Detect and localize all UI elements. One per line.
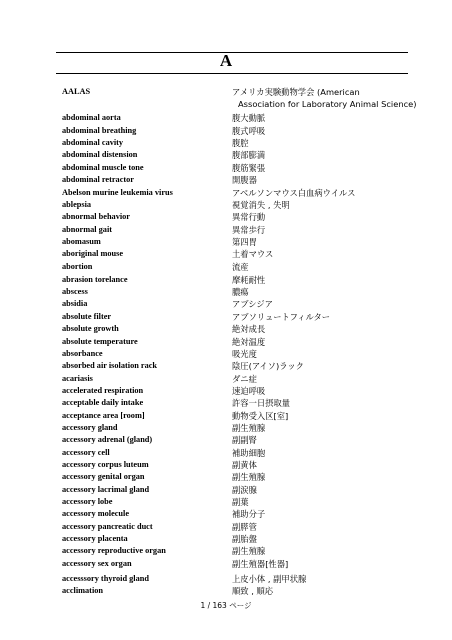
entry-term: acceptable daily intake (62, 398, 144, 407)
entry-term: abscess (62, 287, 88, 296)
entry-translation: 補助分子 (232, 509, 266, 519)
entry-term: abdominal distension (62, 150, 138, 159)
entry-term: accessory sex organ (62, 559, 132, 568)
entry-translation: 副胎盤 (232, 534, 257, 544)
entry-translation: 絶対成長 (232, 324, 266, 334)
entry-translation: 副生殖腺 (232, 546, 266, 556)
entry-term: accesssory thyroid gland (62, 574, 149, 583)
entry-term: accessory reproductive organ (62, 546, 166, 555)
entry-term: aboriginal mouse (62, 249, 124, 258)
entry-term: accessory adrenal (gland) (62, 435, 153, 444)
entry-translation: 異常行動 (232, 212, 266, 222)
entry-term: abdominal retractor (62, 175, 134, 184)
entry-translation: 第四胃 (232, 237, 257, 247)
entry-term: abnormal behavior (62, 212, 130, 221)
entry-translation: 腹大動脈 (232, 113, 266, 123)
entry-translation: 副葉 (232, 497, 249, 507)
section-letter: A (219, 51, 233, 70)
entry-term: accessory lobe (62, 497, 113, 506)
entry-translation: 腹式呼吸 (232, 126, 266, 136)
entry-term: accessory corpus luteum (62, 460, 149, 469)
entry-term: absorbance (62, 349, 103, 358)
entry-term: absolute filter (62, 312, 112, 321)
entry-translation: 流産 (232, 262, 249, 272)
entry-term: accessory placenta (62, 534, 128, 543)
entry-term: accessory lacrimal gland (62, 485, 150, 494)
entry-term: Abelson murine leukemia virus (62, 188, 173, 197)
header-rule-bottom (56, 73, 408, 74)
entry-translation: アブシジア (232, 299, 273, 309)
entry-translation: 副生殖腺 (232, 423, 266, 433)
entry-term: accessory gland (62, 423, 118, 432)
entry-translation: 膿瘍 (232, 287, 249, 297)
entry-term: absolute temperature (62, 337, 138, 346)
page-footer: 1 / 163 ページ (200, 601, 252, 610)
entry-translation: 副涙腺 (232, 485, 257, 495)
entry-translation: 陰圧(アイソ)ラック (232, 361, 304, 371)
entry-translation: アベルソンマウス白血病ウイルス (232, 188, 356, 198)
entry-term: abnormal gait (62, 225, 113, 234)
entry-translation: 副膵管 (232, 522, 257, 532)
entry-translation: 順致 , 順応 (232, 586, 274, 596)
entry-translation: 副生殖腺 (232, 472, 266, 482)
entry-term: abdominal breathing (62, 126, 137, 135)
entry-term: accelerated respiration (62, 386, 144, 395)
entry-term: absorbed air isolation rack (62, 361, 158, 370)
entry-translation: 吸光度 (232, 349, 257, 359)
entry-term: absolute growth (62, 324, 119, 333)
entry-translation: 上皮小体 , 副甲状腺 (232, 574, 307, 584)
entry-translation: 補助細胞 (232, 448, 266, 458)
entry-translation: 動物受入区[室] (232, 411, 289, 421)
entry-translation: 副生殖器[性器] (232, 559, 289, 569)
entry-term: accessory cell (62, 448, 110, 457)
entry-translation: 副副腎 (232, 435, 257, 445)
entry-translation-continuation: Association for Laboratory Animal Science) (238, 99, 417, 109)
entry-translation: 摩耗耐性 (232, 275, 266, 285)
entry-translation: 腹腔 (232, 138, 249, 148)
entry-term: acariasis (62, 374, 93, 383)
entry-term: acclimation (62, 586, 104, 595)
entry-translation: 腹筋緊張 (232, 163, 266, 173)
entry-term: abdominal cavity (62, 138, 124, 147)
entry-translation: 視覚消失 , 失明 (232, 200, 290, 210)
entry-term: abomasum (62, 237, 101, 246)
entry-translation: アメリカ実験動物学会 (American (232, 87, 360, 97)
entry-translation: 速迫呼吸 (232, 386, 266, 396)
entry-translation: 副黄体 (232, 460, 257, 470)
entry-term: ablepsia (62, 200, 92, 209)
entry-translation: 土着マウス (232, 249, 274, 259)
entry-term: AALAS (62, 87, 91, 96)
entry-term: accessory genital organ (62, 472, 145, 481)
entry-term: acceptance area [room] (62, 411, 145, 420)
entry-term: abrasion torelance (62, 275, 128, 284)
entry-term: accessory pancreatic duct (62, 522, 153, 531)
entry-term: abortion (62, 262, 93, 271)
entry-translation: 許容一日摂取量 (232, 398, 291, 408)
entry-term: absidia (62, 299, 88, 308)
entry-translation: ダニ症 (232, 374, 257, 384)
entry-translation: 絶対温度 (232, 337, 266, 347)
entry-term: accessory molecule (62, 509, 130, 518)
entry-translation: 腹部膨満 (232, 150, 266, 160)
entry-translation: アブソリュートフィルター (232, 312, 331, 322)
entry-term: abdominal aorta (62, 113, 121, 122)
entry-term: abdominal muscle tone (62, 163, 144, 172)
entry-translation: 開腹器 (232, 175, 257, 185)
entry-translation: 異常歩行 (232, 225, 266, 235)
